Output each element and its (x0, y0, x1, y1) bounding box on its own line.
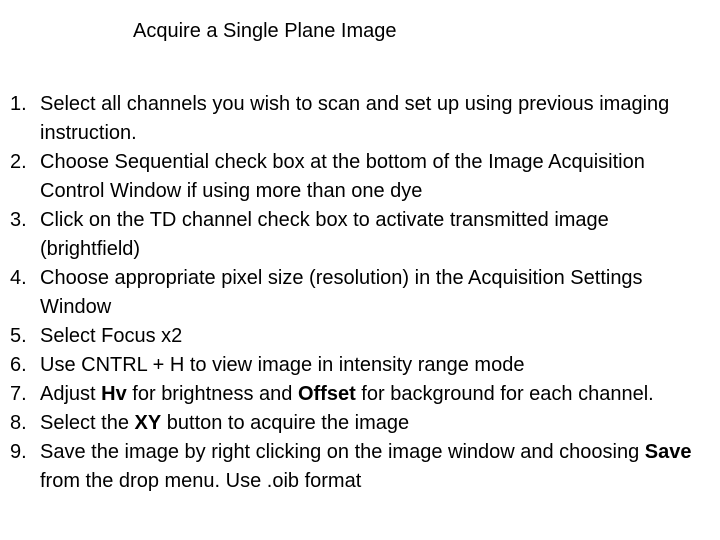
step-text-segment: Select all channels you wish to scan and set up using previous imaging instruction. (40, 93, 670, 144)
step-text-segment: Click on the TD channel check box to activate transmitted image (brightfield) (40, 209, 609, 260)
step-item (0, 322, 710, 351)
step-text-segment: Select the (40, 412, 135, 434)
step-text (40, 322, 710, 351)
step-text-segment: Use CNTRL + H to view image in intensity range mode (40, 354, 525, 376)
step-number: 1. (10, 93, 27, 115)
slide-title: Acquire a Single Plane Image (133, 20, 397, 42)
step-number: 9. (10, 441, 27, 463)
step-number: 8. (10, 412, 27, 434)
step-text-segment: Choose Sequential check box at the bottom of the Image Acquisition Control Window if using more than one dye (40, 151, 645, 202)
instruction-steps-list (0, 90, 710, 496)
step-text-segment: button to acquire the image (161, 412, 410, 434)
step-number: 4. (10, 267, 27, 289)
step-number: 5. (10, 325, 27, 347)
step-text-segment: Save the image by right clicking on the image window and choosing (40, 441, 645, 463)
step-number: 7. (10, 383, 27, 405)
step-text (40, 409, 710, 438)
step-number: 3. (10, 209, 27, 231)
step-text (40, 148, 710, 206)
step-text (40, 351, 710, 380)
step-text-segment: from the drop menu. Use .oib format (40, 470, 362, 492)
step-item (0, 90, 710, 148)
step-text (40, 438, 710, 496)
step-text-bold: Save (644, 441, 692, 463)
step-number: 6. (10, 354, 27, 376)
step-item (0, 438, 710, 496)
step-item (0, 148, 710, 206)
step-text-segment: Select Focus x2 (40, 325, 183, 347)
step-text-bold: Offset (297, 383, 356, 405)
step-text (40, 380, 710, 409)
step-item (0, 409, 710, 438)
step-text-segment: for background for each channel. (355, 383, 654, 405)
step-item (0, 380, 710, 409)
step-text-segment: Adjust (40, 383, 102, 405)
step-item (0, 264, 710, 322)
step-text (40, 90, 710, 148)
step-item (0, 351, 710, 380)
step-text-segment: Choose appropriate pixel size (resolution) in the Acquisition Settings Window (40, 267, 643, 318)
step-text-segment: for brightness and (126, 383, 298, 405)
step-text-bold: Hv (101, 383, 127, 405)
step-number: 2. (10, 151, 27, 173)
step-text-bold: XY (134, 412, 162, 434)
step-text (40, 264, 710, 322)
step-item (0, 206, 710, 264)
step-text (40, 206, 710, 264)
